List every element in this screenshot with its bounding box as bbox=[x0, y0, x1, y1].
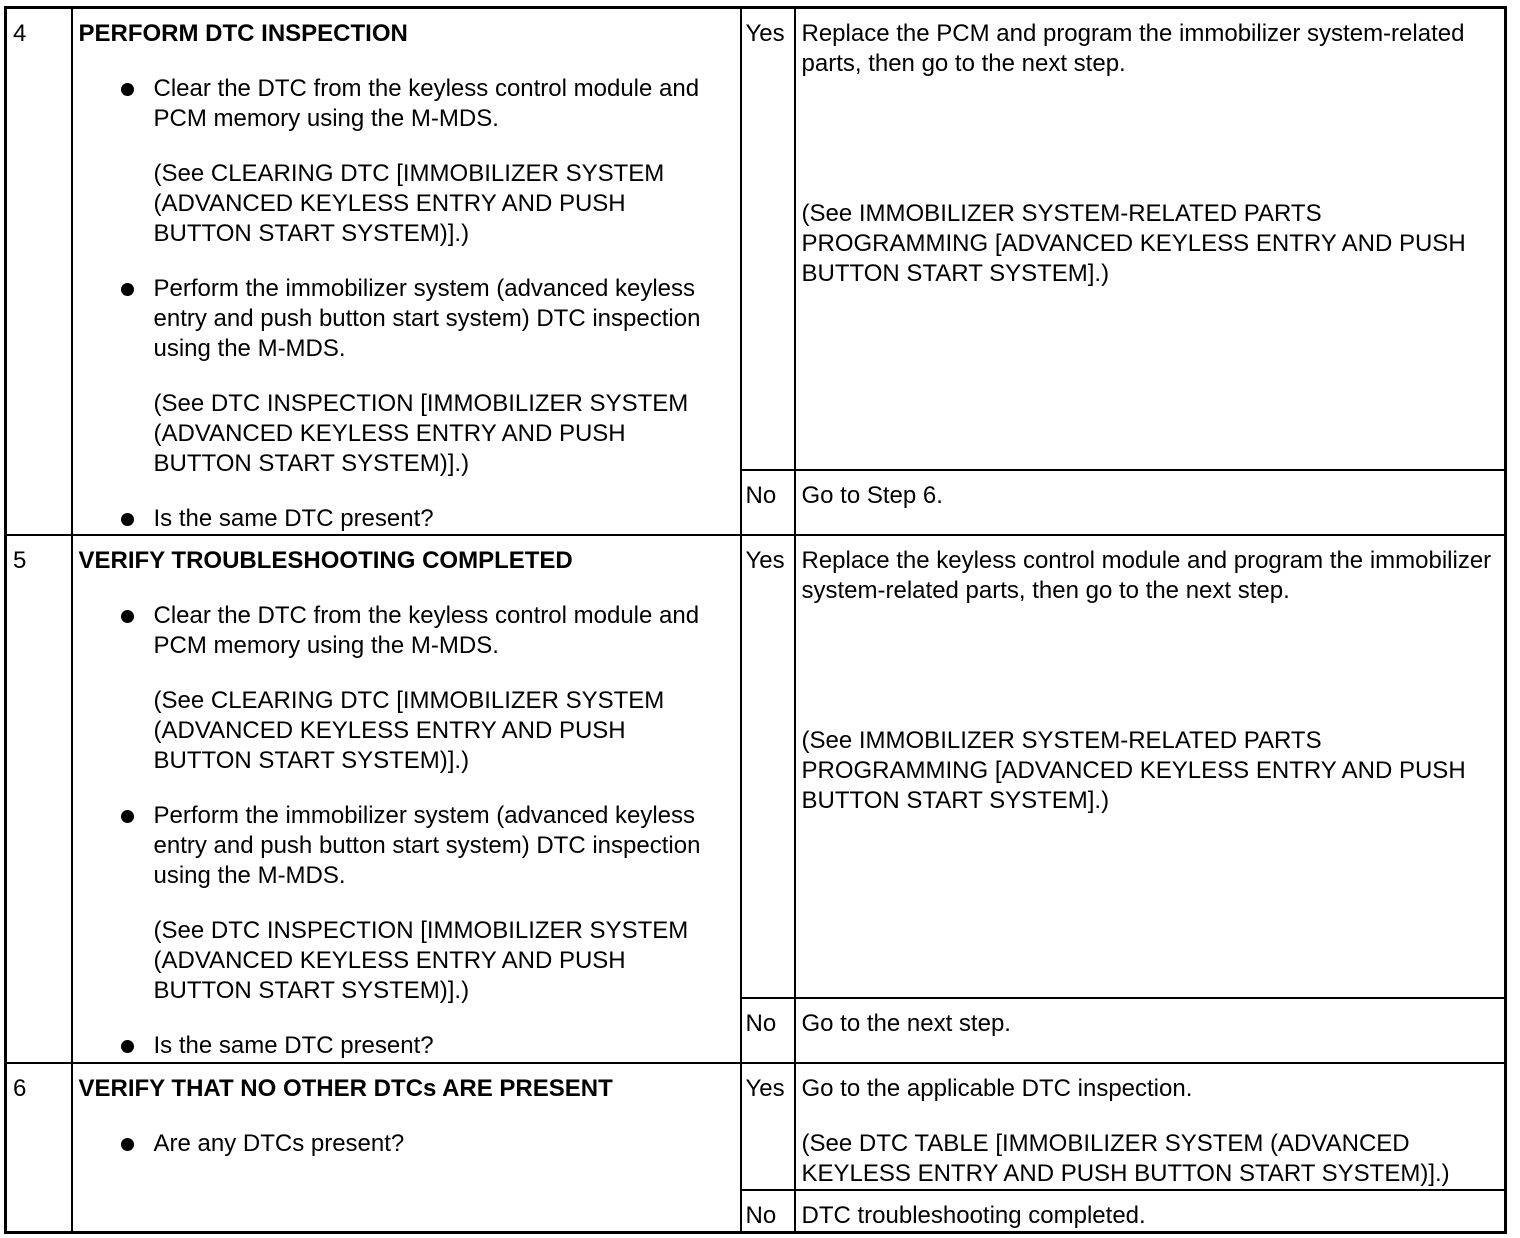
step-title: VERIFY TROUBLESHOOTING COMPLETED bbox=[78, 547, 573, 574]
bullet-item bbox=[79, 601, 728, 661]
yes-reference-text: (See IMMOBILIZER SYSTEM-RELATED PARTS PROGRAMMING [ADVANCED KEYLESS ENTRY AND PUSH BUTTON START SYSTEM].) bbox=[801, 727, 1466, 814]
bullet-item bbox=[79, 504, 728, 534]
yes-action-text: Replace the PCM and program the immobilizer system-related parts, then go to the next step. bbox=[801, 20, 1465, 77]
no-action-text: DTC troubleshooting completed. bbox=[795, 1190, 1506, 1233]
step-number: 5 bbox=[6, 535, 72, 1063]
reference-text: (See CLEARING DTC [IMMOBILIZER SYSTEM (ADVANCED KEYLESS ENTRY AND PUSH BUTTON START SYSTEM)].) bbox=[153, 687, 665, 774]
step-instructions bbox=[72, 1063, 741, 1233]
step-number: 4 bbox=[6, 8, 72, 536]
bullet-item bbox=[79, 274, 728, 364]
yes-label: Yes bbox=[741, 8, 795, 470]
bullet-text: Perform the immobilizer system (advanced keyless entry and push button start system) DTC inspection using the M-MDS. bbox=[153, 275, 701, 362]
yes-action-cell bbox=[795, 8, 1506, 470]
no-action-text: Go to Step 6. bbox=[795, 470, 1506, 535]
reference-text: (See CLEARING DTC [IMMOBILIZER SYSTEM (ADVANCED KEYLESS ENTRY AND PUSH BUTTON START SYSTEM)].) bbox=[153, 160, 665, 247]
reference-text: (See DTC INSPECTION [IMMOBILIZER SYSTEM (ADVANCED KEYLESS ENTRY AND PUSH BUTTON START SYSTEM)].) bbox=[153, 390, 689, 477]
bullet-icon bbox=[121, 810, 134, 823]
step-5-yes-row bbox=[6, 535, 1506, 998]
bullet-item bbox=[79, 74, 728, 134]
yes-label: Yes bbox=[741, 1063, 795, 1190]
bullet-icon bbox=[121, 283, 134, 296]
step-number: 6 bbox=[6, 1063, 72, 1233]
bullet-icon bbox=[121, 513, 134, 526]
no-label: No bbox=[741, 998, 795, 1063]
bullet-icon bbox=[121, 610, 134, 623]
bullet-item bbox=[79, 801, 728, 891]
step-instructions bbox=[72, 8, 741, 536]
yes-label: Yes bbox=[741, 535, 795, 998]
bullet-icon bbox=[121, 1040, 134, 1053]
question-text: Is the same DTC present? bbox=[153, 1032, 434, 1059]
bullet-text: Clear the DTC from the keyless control module and PCM memory using the M-MDS. bbox=[153, 75, 700, 132]
yes-reference-text: (See IMMOBILIZER SYSTEM-RELATED PARTS PROGRAMMING [ADVANCED KEYLESS ENTRY AND PUSH BUTTON START SYSTEM].) bbox=[801, 200, 1466, 287]
bullet-icon bbox=[121, 1138, 134, 1151]
no-action-text: Go to the next step. bbox=[795, 998, 1506, 1063]
step-title: VERIFY THAT NO OTHER DTCs ARE PRESENT bbox=[78, 1075, 613, 1102]
bullet-text: Perform the immobilizer system (advanced keyless entry and push button start system) DTC inspection using the M-MDS. bbox=[153, 802, 701, 889]
reference-text: (See DTC INSPECTION [IMMOBILIZER SYSTEM (ADVANCED KEYLESS ENTRY AND PUSH BUTTON START SYSTEM)].) bbox=[153, 917, 689, 1004]
no-label: No bbox=[741, 470, 795, 535]
troubleshooting-table bbox=[4, 6, 1507, 1234]
yes-action-cell bbox=[795, 1063, 1506, 1190]
question-text: Is the same DTC present? bbox=[153, 505, 434, 532]
bullet-text: Clear the DTC from the keyless control module and PCM memory using the M-MDS. bbox=[153, 602, 700, 659]
no-label: No bbox=[741, 1190, 795, 1233]
step-instructions bbox=[72, 535, 741, 1063]
yes-action-text: Go to the applicable DTC inspection. bbox=[801, 1075, 1193, 1102]
step-title: PERFORM DTC INSPECTION bbox=[78, 20, 408, 47]
question-text: Are any DTCs present? bbox=[153, 1130, 405, 1157]
bullet-item bbox=[79, 1129, 728, 1159]
yes-reference-text: (See DTC TABLE [IMMOBILIZER SYSTEM (ADVANCED KEYLESS ENTRY AND PUSH BUTTON START SYSTEM)].) bbox=[801, 1130, 1450, 1187]
yes-action-text: Replace the keyless control module and program the immobilizer system-related parts, then go to the next step. bbox=[801, 547, 1492, 604]
yes-action-cell bbox=[795, 535, 1506, 998]
bullet-icon bbox=[121, 83, 134, 96]
bullet-item bbox=[79, 1031, 728, 1061]
step-4-yes-row bbox=[6, 8, 1506, 470]
step-6-yes-row bbox=[6, 1063, 1506, 1190]
